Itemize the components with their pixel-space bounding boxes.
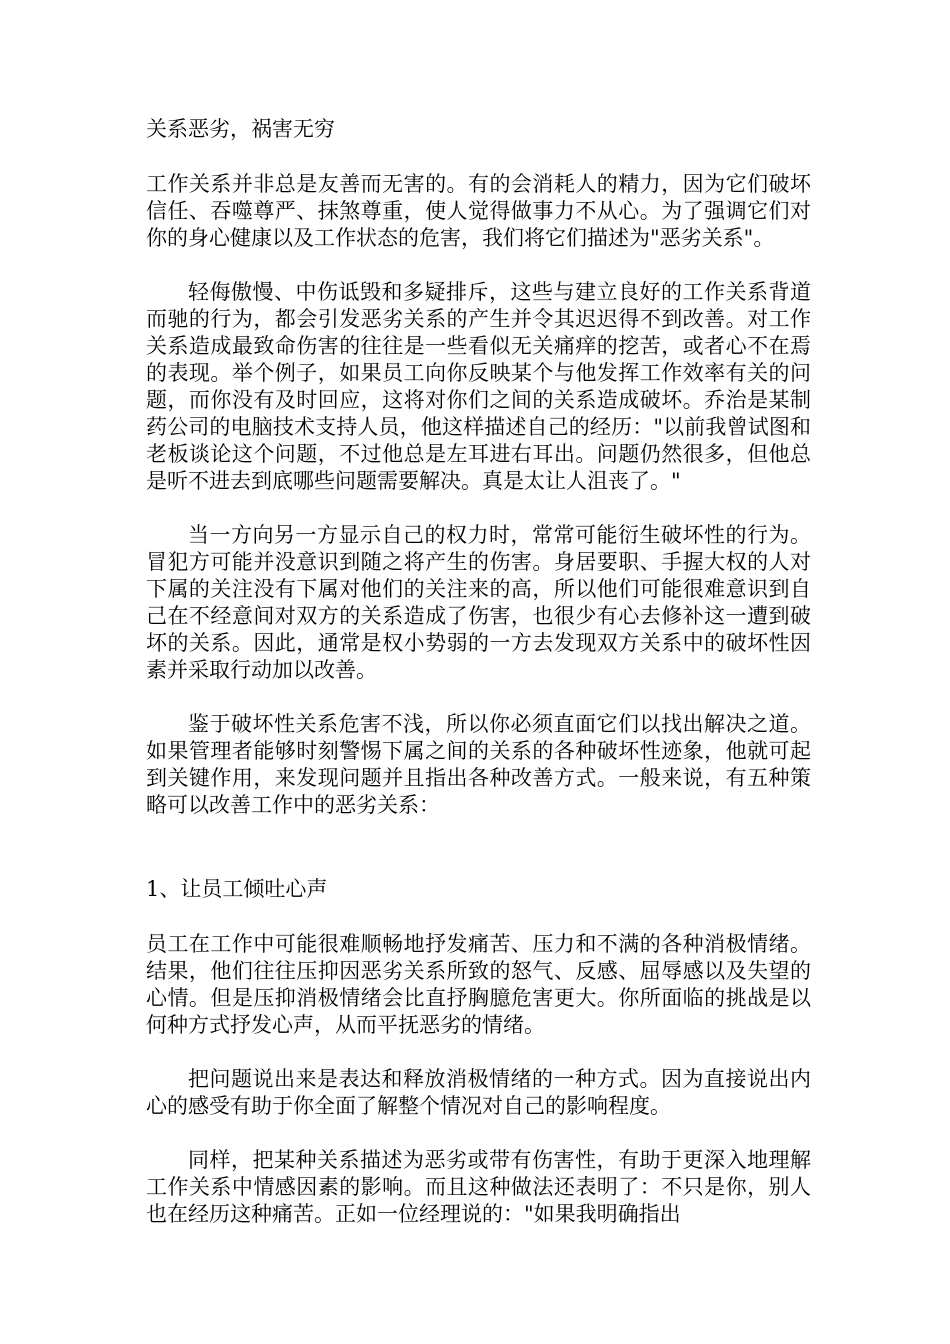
section1-paragraph-2: 把问题说出来是表达和释放消极情绪的一种方式。因为直接说出内心的感受有助于你全面了解整个情况对自己的影响程度。 xyxy=(146,1067,811,1118)
paragraph-intro-4: 鉴于破坏性关系危害不浅，所以你必须直面它们以找出解决之道。如果管理者能够时刻警惕下属之间的关系的各种破坏性迹象，他就可起到关键作用，来发现问题并且指出各种改善方式。一般来说，有五种策略可以改善工作中的恶劣关系： xyxy=(146,712,811,817)
section1-paragraph-1: 员工在工作中可能很难顺畅地抒发痛苦、压力和不满的各种消极情绪。结果，他们往往压抑因恶劣关系所致的怒气、反感、屈辱感以及失望的心情。但是压抑消极情绪会比直抒胸臆危害更大。你所面临的挑战是以何种方式抒发心声，从而平抚恶劣的情绪。 xyxy=(146,932,811,1037)
document-page xyxy=(146,116,811,1255)
section-heading-1: 1、让员工倾吐心声 xyxy=(146,877,328,901)
paragraph-intro-2: 轻侮傲慢、中伤诋毁和多疑排斥，这些与建立良好的工作关系背道而驰的行为，都会引发恶劣关系的产生并令其迟迟得不到改善。对工作关系造成最致命伤害的往往是一些看似无关痛痒的挖苦，或者心不在焉的表现。举个例子，如果员工向你反映某个与他发挥工作效率有关的问题，而你没有及时回应，这将对你们之间的关系造成破坏。乔治是某制药公司的电脑技术支持人员，他这样描述自己的经历："以前我曾试图和老板谈论这个问题，不过他总是左耳进右耳出。问题仍然很多，但他总是听不进去到底哪些问题需要解决。真是太让人沮丧了。" xyxy=(146,280,811,493)
paragraph-intro-3: 当一方向另一方显示自己的权力时，常常可能衍生破坏性的行为。冒犯方可能并没意识到随之将产生的伤害。身居要职、手握大权的人对下属的关注没有下属对他们的关注来的高，所以他们可能很难意识到自己在不经意间对双方的关系造成了伤害，也很少有心去修补这一遭到破坏的关系。因此，通常是权小势弱的一方去发现双方关系中的破坏性因素并采取行动加以改善。 xyxy=(146,523,811,682)
paragraph-intro-1: 工作关系并非总是友善而无害的。有的会消耗人的精力，因为它们破坏信任、吞噬尊严、抹煞尊重，使人觉得做事力不从心。为了强调它们对你的身心健康以及工作状态的危害，我们将它们描述为"恶劣关系"。 xyxy=(146,172,811,250)
document-title: 关系恶劣，祸害无穷 xyxy=(146,117,335,141)
section1-paragraph-3: 同样，把某种关系描述为恶劣或带有伤害性，有助于更深入地理解工作关系中情感因素的影响。而且这种做法还表明了：不只是你，别人也在经历这种痛苦。正如一位经理说的："如果我明确指出 xyxy=(146,1148,811,1226)
